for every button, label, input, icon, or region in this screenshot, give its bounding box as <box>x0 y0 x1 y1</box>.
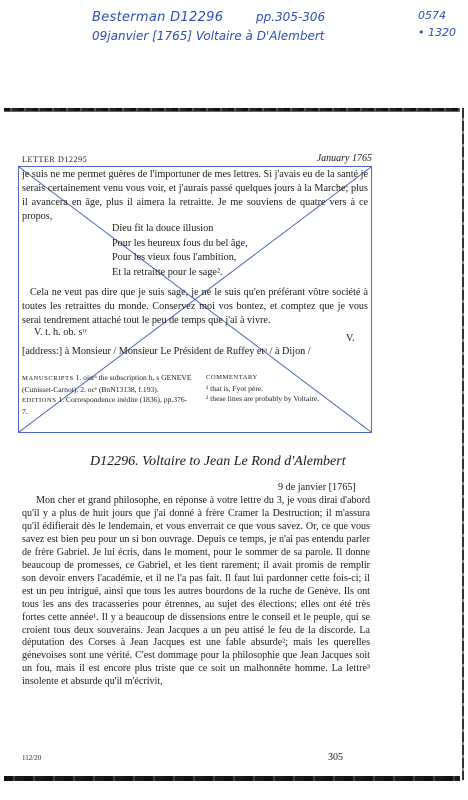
manuscripts-label: MANUSCRIPTS <box>22 375 74 382</box>
handwritten-date-line: 09janvier [1765] Voltaire à D'Alembert <box>92 29 325 43</box>
poem <box>112 222 248 280</box>
manuscripts-text: 1. oisrᵃ the subscription h, s GENEVE (Cunisset-Carnot). 2. ocᵉ (BnN13138, f.193). <box>22 373 192 394</box>
handwritten-pages: pp.305-306 <box>256 10 326 24</box>
handwritten-code-2: • 1320 <box>418 26 456 39</box>
signature: V. <box>346 333 355 344</box>
manuscripts-note <box>22 373 192 417</box>
prev-letter-paragraph-2: Cela ne veut pas dire que je suis sage, je ne le suis qu'en préférant vôtre société à toutes les retraittes du monde. Conservez moi vos bontez, et comptez que je vous serai tendrement attaché tout le peu de temps que j'ai à vivre. <box>22 287 368 326</box>
poem-line: Et la retraitte pour le sage². <box>112 266 223 278</box>
letter-heading: D12296. Voltaire to Jean Le Rond d'Alembert <box>90 454 346 469</box>
scan-right-edge <box>462 108 464 780</box>
letter-date: 9 de janvier [1765] <box>278 482 356 493</box>
editions-text: 1. Correspondence inédite (1836), pp.376-7. <box>22 395 188 416</box>
address-line: [address:] à Monsieur / Monsieur Le Président de Ruffey etᵃ / à Dijon / <box>22 346 311 357</box>
commentary-note <box>206 373 370 405</box>
prev-letter-paragraph-1: je suis ne me permet guères de l'importuner de mes lettres. Si j'avais eu de la santé je serais certainement venu vous voir, et j'aurais passé quelques jours à la Marche; plus il avancera en âge, plus il aimera la retraitte. Je me souviens de quatre vers à ce propos, <box>22 169 368 222</box>
scan-bottom-edge <box>4 776 460 781</box>
handwritten-code-1: 0574 <box>418 9 446 22</box>
page-number: 305 <box>328 752 343 763</box>
page-edge <box>4 111 460 112</box>
editions-label: EDITIONS <box>22 397 57 404</box>
running-head-left: LETTER D12295 <box>22 155 88 164</box>
handwritten-reference: Besterman D12296 <box>92 10 224 25</box>
commentary-item: ² these lines are probably by Voltaire. <box>206 394 320 403</box>
main-letter-text: Mon cher et grand philosophe, en réponse à votre lettre du 3, je vous dirai d'abord qu'il y a plus de huit jours que j'ai donné à frère Cramer la Destruction; il m'assura qu'il édifierait dès le lendemain, et vous enverrait ce que vous savez. Or, ce que vous savez est bien peu pour un si bon ouvrage. Depuis ce temps, je n'ai pas entendu parler de frère Gabriel. Je lui écris, dans le moment, pour le sommer de sa parole. Il donne beaucoup de promesses, ce Gabriel, et les tient rarement; il avait promis de remplir son devoir envers l'académie, et il ne l'a pas fait. Il faut lui pardonner cette fois-ci; il est un peu intrigué, ainsi que tous les autres bourdons de la ruche de Genève. Ils ont tous les ans des tracasseries pour étrennes, au sujet des élections; elles ont été très fortes cette année¹. Il y a beaucoup de dissensions entre le conseil et le peuple, qui se croient tous deux souverains. Jean Jacques a un peu attisé le feu de la discorde. La députation des Corses à Jean Jacques est une fable absurde²; mais les querelles génevoises sont une vérité. C'est dommage pour la philosophie que Jean Jacques soit un fou, mais il est encore plus triste que ce soit un malhonnête homme. La lettre³ insolente et absurde qu'il m'écrivit, <box>22 495 370 688</box>
running-head-right: January 1765 <box>316 153 372 164</box>
poem-line: Pour les heureux fous du bel âge, <box>112 237 248 249</box>
closing-formula: V. t. h. ob. sᵗʳ <box>34 327 87 338</box>
poem-line: Pour les vieux fous l'ambition, <box>112 252 237 264</box>
footer-reference: 112/20 <box>22 754 42 762</box>
commentary-item: ¹ that is, Fyot père. <box>206 383 264 393</box>
poem-line: Dieu fit la douce illusion <box>112 223 214 234</box>
commentary-label: COMMENTARY <box>206 374 258 381</box>
